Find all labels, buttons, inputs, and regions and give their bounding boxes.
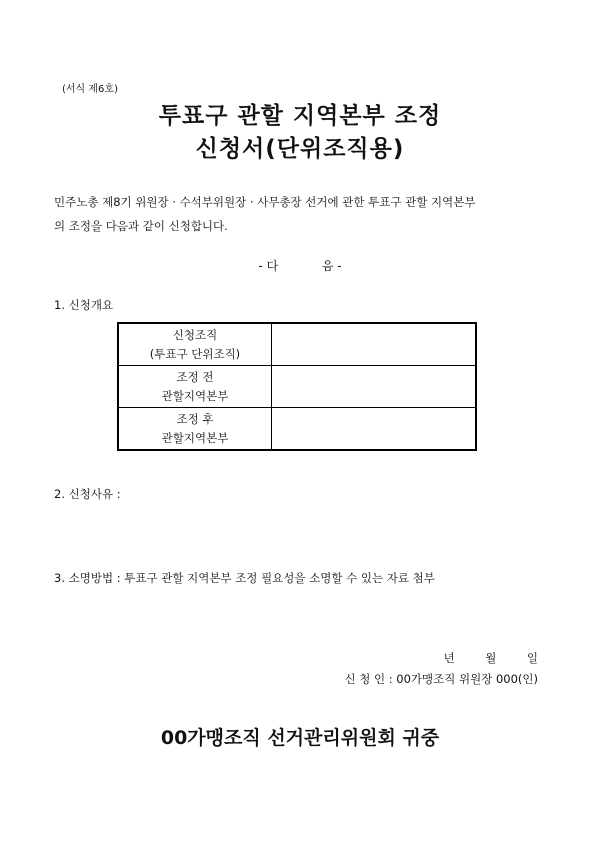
intro-line-2: 의 조정을 다음과 같이 신청합니다. (54, 219, 228, 233)
label-line: 관할지역본부 (161, 388, 229, 403)
date-year: 년 (443, 651, 455, 665)
table-label (118, 366, 271, 408)
da-eum-left: - 다 (258, 259, 279, 273)
before-region-value[interactable] (271, 366, 476, 408)
form-number: (서식 제6호) (62, 84, 118, 95)
table-row (118, 323, 476, 366)
table-label (118, 323, 271, 366)
table-row (118, 366, 476, 408)
da-eum-heading (0, 257, 600, 274)
label-line: 조정 후 (176, 411, 214, 426)
after-region-value[interactable] (271, 408, 476, 451)
title-line-1: 투표구 관할 지역본부 조정 (158, 103, 442, 129)
table-row (118, 408, 476, 451)
label-line: 관할지역본부 (161, 430, 229, 445)
label-line: 조정 전 (176, 369, 214, 384)
label-line: (투표구 단위조직) (149, 346, 241, 361)
date-day: 일 (526, 651, 538, 665)
da-eum-right: 음 - (321, 259, 342, 273)
section-2-heading: 2. 신청사유 : (54, 487, 121, 501)
intro-line-1: 민주노총 제8기 위원장 · 수석부위원장 · 사무총장 선거에 관한 투표구 관할 지역본부 (54, 195, 476, 209)
date-line (417, 650, 538, 666)
table-label (118, 408, 271, 451)
footer-recipient: 00가맹조직 선거관리위원회 귀중 (160, 727, 440, 749)
applicant-org-value[interactable] (271, 323, 476, 366)
applicant-line: 신 청 인 : 00가맹조직 위원장 000(인) (344, 672, 538, 686)
date-month: 월 (485, 651, 497, 665)
title-line-2: 신청서(단위조직용) (195, 136, 405, 162)
section-1-heading: 1. 신청개요 (54, 298, 114, 312)
section-3-heading: 3. 소명방법 : 투표구 관할 지역본부 조정 필요성을 소명할 수 있는 자료 첨부 (54, 571, 435, 585)
label-line: 신청조직 (172, 327, 218, 342)
application-table (117, 322, 477, 451)
